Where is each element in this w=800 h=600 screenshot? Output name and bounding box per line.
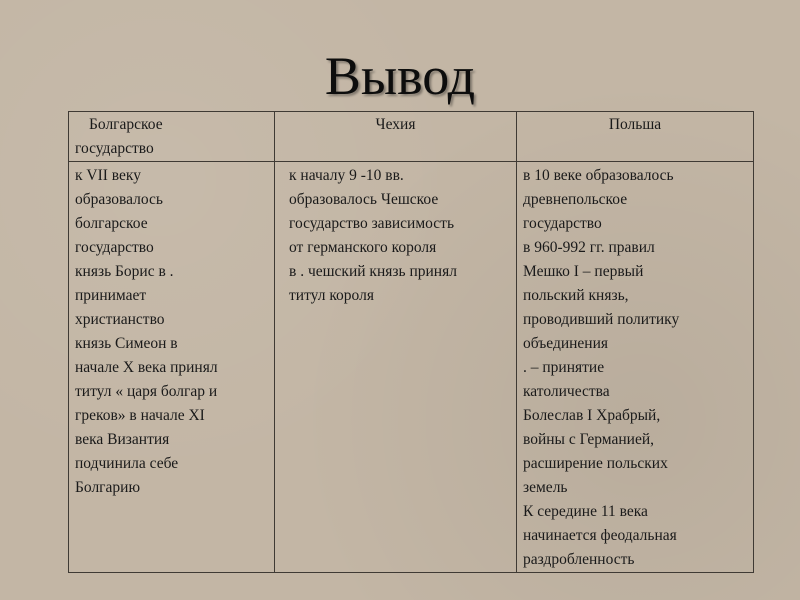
poland-line: земель: [523, 479, 568, 496]
header-bulgaria-line: государство: [75, 140, 154, 157]
bulgaria-line: князь Борис в .: [75, 263, 174, 280]
poland-line: проводивший политику: [523, 311, 680, 328]
header-poland: Польша: [517, 112, 754, 162]
cell-czech: [275, 162, 517, 573]
cell-bulgaria: [69, 162, 275, 573]
bulgaria-line: Болгарию: [75, 479, 141, 496]
czech-line: государство зависимость: [289, 215, 455, 232]
poland-line: польский князь,: [523, 287, 629, 304]
header-czech: Чехия: [275, 112, 517, 162]
bulgaria-line: болгарское: [75, 215, 148, 232]
table-header-row: [69, 112, 754, 162]
poland-line: объединения: [523, 335, 609, 352]
bulgaria-line: греков» в начале XI: [75, 407, 205, 424]
poland-line: . – принятие: [523, 359, 605, 376]
czech-line: образовалось Чешское: [289, 191, 439, 208]
poland-line: Болеслав I Храбрый,: [523, 407, 661, 424]
bulgaria-line: века Византия: [75, 431, 170, 448]
czech-line: в . чешский князь принял: [289, 263, 457, 280]
bulgaria-line: образовалось: [75, 191, 163, 208]
comparison-table: [68, 111, 754, 573]
slide-title: Вывод: [324, 46, 476, 106]
poland-line: войны с Германией,: [523, 431, 654, 448]
header-bulgaria-line: Болгарское: [89, 116, 163, 133]
bulgaria-line: князь Симеон в: [75, 335, 178, 352]
poland-line: Мешко I – первый: [523, 263, 644, 280]
czech-line: от германского короля: [289, 239, 437, 256]
poland-line: государство: [523, 215, 602, 232]
poland-line: раздробленность: [523, 551, 635, 568]
bulgaria-line: к VII веку: [75, 167, 141, 184]
bulgaria-line: государство: [75, 239, 154, 256]
poland-line: в 960-992 гг. правил: [523, 239, 655, 256]
bulgaria-line: подчинила себе: [75, 455, 179, 472]
poland-line: в 10 веке образовалось: [523, 167, 674, 184]
bulgaria-line: принимает: [75, 287, 147, 304]
poland-line: расширение польских: [523, 455, 668, 472]
cell-poland: [517, 162, 754, 573]
bulgaria-line: христианство: [75, 311, 165, 328]
poland-line: начинается феодальная: [523, 527, 677, 544]
poland-line: К середине 11 века: [523, 503, 648, 520]
poland-line: католичества: [523, 383, 610, 400]
bulgaria-line: начале X века принял: [75, 359, 218, 376]
table-body-row: [69, 162, 754, 573]
poland-line: древнепольское: [523, 191, 628, 208]
header-bulgaria: [69, 112, 275, 162]
bulgaria-line: титул « царя болгар и: [75, 383, 218, 400]
czech-line: к началу 9 -10 вв.: [289, 167, 404, 184]
czech-line: титул короля: [289, 287, 374, 304]
